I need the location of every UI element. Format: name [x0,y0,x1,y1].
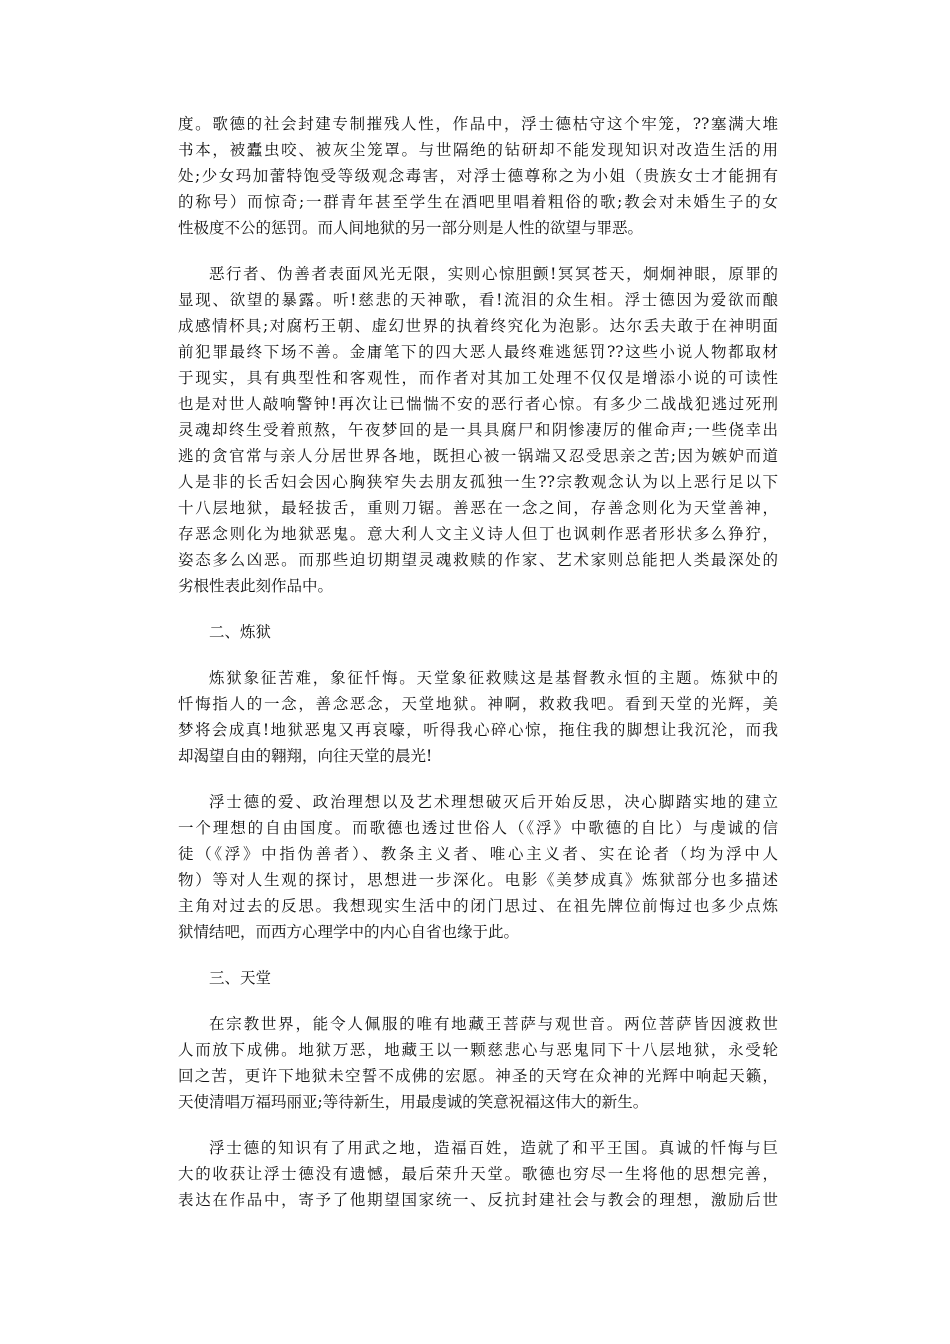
text-line: 于现实，具有典型性和客观性，而作者对其加工处理不仅仅是增添小说的可读性 [178,369,778,387]
text-line: 忏悔指人的一念，善念恶念，天堂地狱。神啊，救救我吧。看到天堂的光辉，美 [178,695,778,713]
text-line: 浮士德的爱、政治理想以及艺术理想破灭后开始反思，决心脚踏实地的建立 [209,793,778,811]
section-heading-purgatory: 二、炼狱 [209,623,272,641]
text-line: 的称号）而惊奇;一群青年甚至学生在酒吧里唱着粗俗的歌;教会对未婚生子的女 [178,193,778,211]
text-line: 灵魂却终生受着煎熬，午夜梦回的是一具具腐尸和阴惨凄厉的催命声;一些侥幸出 [178,421,778,439]
text-line: 性极度不公的惩罚。而人间地狱的另一部分则是人性的欲望与罪恶。 [178,219,644,237]
text-line: 恶行者、伪善者表面风光无限，实则心惊胆颤!冥冥苍天，炯炯神眼，原罪的 [209,265,778,283]
text-line: 逃的贪官常与亲人分居世界各地，既担心被一锅端又忍受思亲之苦;因为嫉妒而道 [178,447,778,465]
text-line: 姿态多么凶恶。而那些迫切期望灵魂救赎的作家、艺术家则总能把人类最深处的 [178,551,778,569]
text-line: 天使清唱万福玛丽亚;等待新生，用最虔诚的笑意祝福这伟大的新生。 [178,1093,649,1111]
text-line: 十八层地狱，最轻拔舌，重则刀锯。善恶在一念之间，存善念则化为天堂善神， [178,499,778,517]
text-line: 显现、欲望的暴露。听!慈悲的天神歌，看!流泪的众生相。浮士德因为爱欲而酿 [178,291,778,309]
text-line: 狱情结吧，而西方心理学中的内心自省也缘于此。 [178,923,520,941]
text-line: 在宗教世界，能令人佩服的唯有地藏王菩萨与观世音。两位菩萨皆因渡救世 [209,1015,778,1033]
text-line: 梦将会成真!地狱恶鬼又再哀嚎，听得我心碎心惊，拖住我的脚想让我沉沦，而我 [178,721,778,739]
text-line: 也是对世人敲响警钟!再次让已惴惴不安的恶行者心惊。有多少二战战犯逃过死刑 [178,395,778,413]
text-line: 回之苦，更许下地狱未空誓不成佛的宏愿。神圣的天穹在众神的光辉中响起天籁， [178,1067,778,1085]
text-line: 徒（《浮》中指伪善者）、教条主义者、唯心主义者、实在论者（均为浮中人 [178,845,778,863]
text-line: 书本，被蠹虫咬、被灰尘笼罩。与世隔绝的钻研却不能发现知识对改造生活的用 [178,141,778,159]
text-line: 浮士德的知识有了用武之地，造福百姓，造就了和平王国。真诚的忏悔与巨 [209,1139,778,1157]
text-line: 成感情杯具;对腐朽王朝、虚幻世界的执着终究化为泡影。达尔丢夫敢于在神明面 [178,317,778,335]
text-line: 表达在作品中，寄予了他期望国家统一、反抗封建社会与教会的理想，激励后世 [178,1191,778,1209]
text-line: 存恶念则化为地狱恶鬼。意大利人文主义诗人但丁也讽刺作恶者形状多么狰狞， [178,525,778,543]
text-line: 度。歌德的社会封建专制摧残人性，作品中，浮士德枯守这个牢笼，??塞满大堆 [178,115,778,133]
text-line: 主角对过去的反思。我想现实生活中的闭门思过、在祖先牌位前悔过也多少点炼 [178,897,778,915]
text-line: 却渴望自由的翱翔，向往天堂的晨光! [178,747,433,765]
text-line: 处;少女玛加蕾特饱受等级观念毒害，对浮士德尊称之为小姐（贵族女士才能拥有 [178,167,778,185]
text-line: 劣根性表此刻作品中。 [178,577,334,595]
text-line: 大的收获让浮士德没有遗憾，最后荣升天堂。歌德也穷尽一生将他的思想完善， [178,1165,778,1183]
text-line: 物）等对人生观的探讨，思想进一步深化。电影《美梦成真》炼狱部分也多描述 [178,871,778,889]
text-line: 前犯罪最终下场不善。金庸笔下的四大恶人最终难逃惩罚??这些小说人物都取材 [178,343,778,361]
text-line: 人是非的长舌妇会因心胸狭窄失去朋友孤独一生??宗教观念认为以上恶行足以下 [178,473,778,491]
text-line: 炼狱象征苦难，象征忏悔。天堂象征救赎这是基督教永恒的主题。炼狱中的 [209,669,778,687]
text-line: 一个理想的自由国度。而歌德也透过世俗人（《浮》中歌德的自比）与虔诚的信 [178,819,778,837]
section-heading-heaven: 三、天堂 [209,969,272,987]
text-line: 人而放下成佛。地狱万恶，地藏王以一颗慈悲心与恶鬼同下十八层地狱，永受轮 [178,1041,778,1059]
